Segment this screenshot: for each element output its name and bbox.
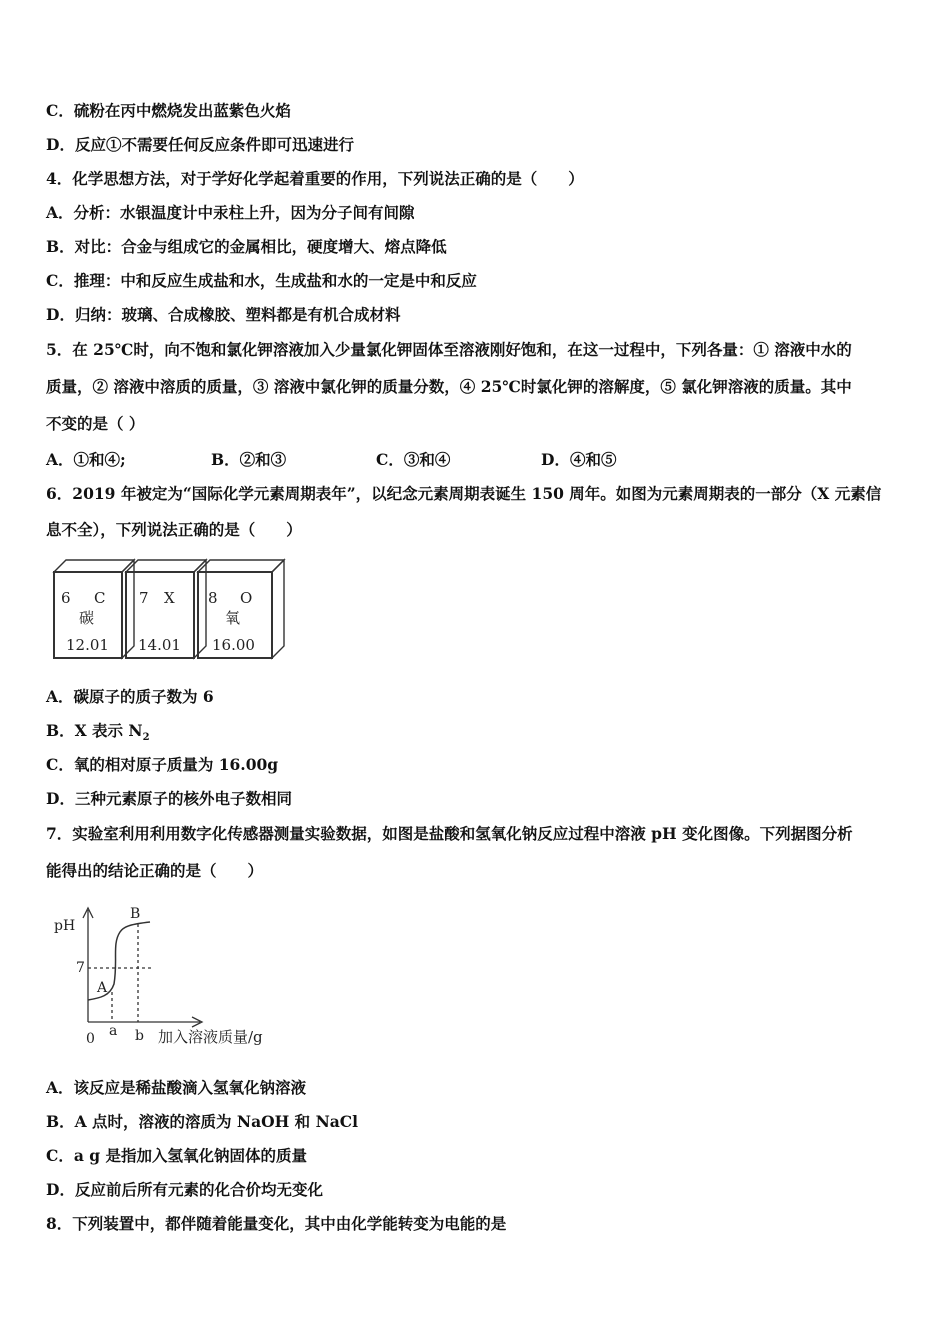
tile-o-symbol: O [240, 589, 253, 607]
tile-c-name: 碳 [79, 609, 95, 627]
q7-option-c: C．a g 是指加入氢氧化钠固体的质量 [46, 1146, 308, 1165]
x-tick-a: a [109, 1023, 118, 1039]
x-tick-b: b [135, 1028, 144, 1044]
q5-option-c: C．③和④ [376, 450, 451, 469]
origin-label: 0 [86, 1031, 95, 1047]
ph-graph [52, 900, 282, 1050]
q7-option-b: B．A 点时，溶液的溶质为 NaOH 和 NaCl [46, 1112, 359, 1131]
q6-option-c: C．氧的相对原子质量为 16.00g [46, 755, 279, 774]
point-b-label: B [130, 906, 141, 922]
tile-o-mass: 16.00 [212, 636, 255, 654]
tile-c-number: 6 [61, 589, 71, 607]
q3-option-c: C．硫粉在丙中燃烧发出蓝紫色火焰 [46, 101, 291, 120]
q7-stem-line1: 7．实验室利用利用数字化传感器测量实验数据，如图是盐酸和氢氧化钠反应过程中溶液 pH 变化图像。下列据图分析 [46, 824, 853, 843]
q4-option-d: D．归纳：玻璃、合成橡胶、塑料都是有机合成材料 [46, 305, 401, 324]
tile-x-number: 7 [139, 589, 149, 607]
q5-options [46, 450, 616, 470]
y-tick-7: 7 [76, 960, 85, 976]
q8-stem: 8．下列装置中，都伴随着能量变化，其中由化学能转变为电能的是 [46, 1214, 507, 1233]
q7-option-d: D．反应前后所有元素的化合价均无变化 [46, 1180, 323, 1199]
tile-c-symbol: C [94, 589, 106, 607]
q7-option-a: A．该反应是稀盐酸滴入氢氧化钠溶液 [46, 1078, 307, 1097]
periodic-table-tiles [52, 558, 292, 662]
q4-option-c: C．推理：中和反应生成盐和水，生成盐和水的一定是中和反应 [46, 271, 477, 290]
y-axis-label: pH [54, 918, 76, 934]
tile-o-number: 8 [208, 589, 218, 607]
q6-stem-line1: 6．2019 年被定为“国际化学元素周期表年”，以纪念元素周期表诞生 150 周年。如图为元素周期表的一部分（X 元素信 [46, 484, 882, 503]
q6-option-a: A．碳原子的质子数为 6 [46, 687, 214, 706]
q7-stem-line2: 能得出的结论正确的是（ ） [46, 861, 264, 880]
tile-o-name: 氧 [225, 609, 241, 627]
q5-stem-line1: 5．在 25℃时，向不饱和氯化钾溶液加入少量氯化钾固体至溶液刚好饱和，在这一过程中，下列各量：① 溶液中水的 [46, 340, 852, 359]
x-axis-label: 加入溶液质量/g [158, 1028, 263, 1046]
q4-option-b: B．对比：合金与组成它的金属相比，硬度增大、熔点降低 [46, 237, 447, 256]
point-a-label: A [97, 980, 108, 996]
tile-x-mass: 14.01 [138, 636, 181, 654]
q6-stem-line2: 息不全），下列说法正确的是（ ） [46, 520, 302, 539]
q5-option-a: A．①和④; [46, 450, 126, 469]
tile-c-mass: 12.01 [66, 636, 109, 654]
q4-option-a: A．分析：水银温度计中汞柱上升，因为分子间有间隙 [46, 203, 415, 222]
q5-option-b: B．②和③ [211, 450, 287, 469]
tile-x-symbol: X [164, 589, 175, 607]
q5-option-d: D．④和⑤ [541, 450, 617, 469]
q5-stem-line2: 质量，② 溶液中溶质的质量，③ 溶液中氯化钾的质量分数，④ 25℃时氯化钾的溶解度，⑤ 氯化钾溶液的质量。其中 [46, 377, 852, 396]
q6-option-d: D．三种元素原子的核外电子数相同 [46, 789, 292, 808]
q6-option-b: B．X 表示 $N_2$ [46, 721, 150, 744]
q4-stem: 4．化学思想方法，对于学好化学起着重要的作用，下列说法正确的是（ ） [46, 169, 584, 188]
q3-option-d: D．反应①不需要任何反应条件即可迅速进行 [46, 135, 354, 154]
q5-stem-line3: 不变的是（ ） [46, 414, 145, 433]
